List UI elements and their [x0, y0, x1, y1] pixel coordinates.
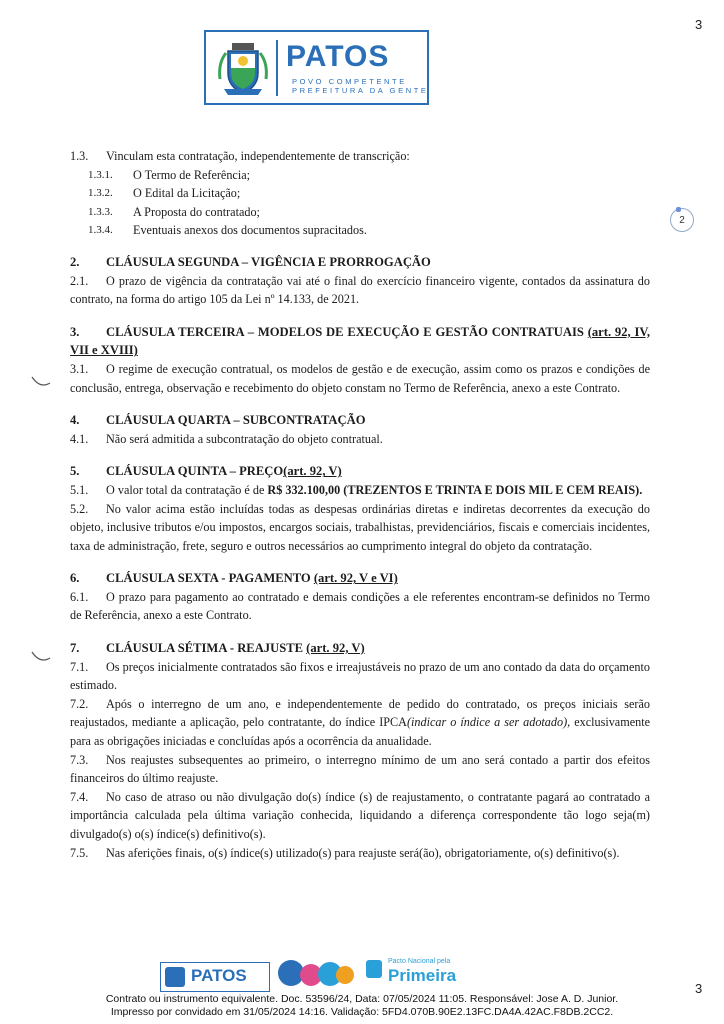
hand-icon — [366, 960, 382, 978]
clause-7-2: 7.2. Após o interregno de um ano, e independentemente de pedido do contratado, os preços iniciais serão reajustados, mediante a aplicação, pelo contratante, do índice IPCA(indicar o índice a ser adotado), exclusivamente para as obrigações iniciadas e concluídas após a ocorrência da anualidade. — [70, 696, 650, 749]
clause-4-1: 4.1. Não será admitida a subcontratação do objeto contratual. — [70, 431, 383, 446]
clause-4-heading: 4. CLÁUSULA QUARTA – SUBCONTRATAÇÃO — [70, 413, 366, 428]
margin-tick-icon — [30, 650, 52, 664]
footer-crest-icon — [165, 967, 185, 987]
logo-tagline-2: PREFEITURA DA GENTE — [292, 86, 429, 95]
clause-7-3: 7.3. Nos reajustes subsequentes ao primeiro, o interregno mínimo de um ano será contado a partir dos efeitos financeiros do último reajuste. — [70, 752, 650, 786]
clause-3-1: 3.1. O regime de execução contratual, os modelos de gestão e de execução, assim como os prazos e condições de conclusão, entrega, observação e recebimento do objeto constam no Termo de Referência, anexo a este Contrato. — [70, 361, 650, 395]
clause-2-heading: 2. CLÁUSULA SEGUNDA – VIGÊNCIA E PRORROGAÇÃO — [70, 254, 431, 269]
footer-line-2: Impresso por convidado em 31/05/2024 14:16. Validação: 5FD4.070B.90E2.13FC.DA4A.42AC.F8DB.2CC2. — [110, 1006, 614, 1018]
clause-5-1: 5.1. O valor total da contratação é de R$ 332.100,00 (TREZENTOS E TRINTA E DOIS MIL E CEM REAIS). — [70, 482, 643, 497]
prefeitura-logo — [204, 30, 429, 105]
footer-line-1: Contrato ou instrumento equivalente. Doc. 53596/24, Data: 07/05/2024 11:05. Responsável: Jose A. D. Junior. — [105, 993, 619, 1005]
clause-2-1: 2.1. O prazo de vigência da contratação vai até o final do exercício financeiro vigente, contados da assinatura do contrato, na forma do artigo 105 da Lei nº 14.133, de 2021. — [70, 273, 650, 307]
page-number-top: 3 — [695, 17, 703, 32]
clause-3-heading: 3. CLÁUSULA TERCEIRA – MODELOS DE EXECUÇÃO E GESTÃO CONTRATUAIS (art. 92, IV, VII e XVIII) — [70, 324, 650, 358]
contract-body — [70, 147, 650, 862]
clause-7-heading: 7. CLÁUSULA SÉTIMA - REAJUSTE (art. 92, V) — [70, 641, 365, 656]
clause-7-4: 7.4. No caso de atraso ou não divulgação do(s) índice (s) de reajustamento, o contratante pagará ao contratado a importância calculada pela última variação conhecida, liquidando a diferença correspondente tão logo seja(m) divulgado(s) o(s) índice(s) definitivo(s). — [70, 789, 650, 841]
footer-pact-small: Pacto Nacional pela — [388, 958, 451, 965]
clause-1-3: 1.3. Vinculam esta contratação, independentemente de transcrição: — [70, 149, 410, 163]
margin-page-mark: 2 — [670, 208, 694, 232]
footer-colorful-logo — [278, 958, 358, 994]
footer-validation — [60, 993, 664, 1019]
footer-prefeitura-logo — [160, 962, 270, 992]
footer-pact-big: Primeira — [388, 966, 457, 985]
list-item: 1.3.2. O Edital da Licitação; — [88, 186, 241, 201]
coat-of-arms-icon — [214, 39, 272, 97]
clause-5-heading: 5. CLÁUSULA QUINTA – PREÇO(art. 92, V) — [70, 464, 342, 479]
clause-6-1: 6.1. O prazo para pagamento ao contratado e demais condições a ele referentes encontram-se definidos no Termo de Referência, anexo a este Contrato. — [70, 589, 650, 623]
logo-wordmark: PATOS — [286, 40, 390, 73]
clause-7-1: 7.1. Os preços inicialmente contratados são fixos e irreajustáveis no prazo de um ano contado da data do orçamento estimado. — [70, 659, 650, 693]
logo-tagline-1: POVO COMPETENTE — [292, 77, 407, 86]
margin-tick-icon — [30, 375, 52, 389]
list-item: 1.3.3. A Proposta do contratado; — [88, 204, 260, 219]
list-item: 1.3.4. Eventuais anexos dos documentos supracitados. — [88, 223, 367, 238]
list-item: 1.3.1. O Termo de Referência; — [88, 167, 251, 182]
page-number-bottom: 3 — [695, 981, 703, 996]
clause-6-heading: 6. CLÁUSULA SEXTA - PAGAMENTO (art. 92, V e VI) — [70, 571, 398, 586]
footer-logo-wordmark: PATOS — [191, 966, 247, 985]
clause-7-5: 7.5. Nas aferições finais, o(s) índice(s) utilizado(s) para reajuste será(ão), obrigatoriamente, o(s) definitivo(s). — [70, 845, 620, 860]
clause-5-2: 5.2. No valor acima estão incluídas todas as despesas ordinárias diretas e indiretas decorrentes da execução do objeto, inclusive tributos e/ou impostos, encargos sociais, trabalhistas, previdenciários, fiscais e comerciais incidentes, taxa de administração, frete, seguro e outros necessários ao cumprimento integral do objeto da contratação. — [70, 501, 650, 553]
margin-mark-dot — [676, 207, 681, 212]
logo-separator — [276, 40, 278, 96]
